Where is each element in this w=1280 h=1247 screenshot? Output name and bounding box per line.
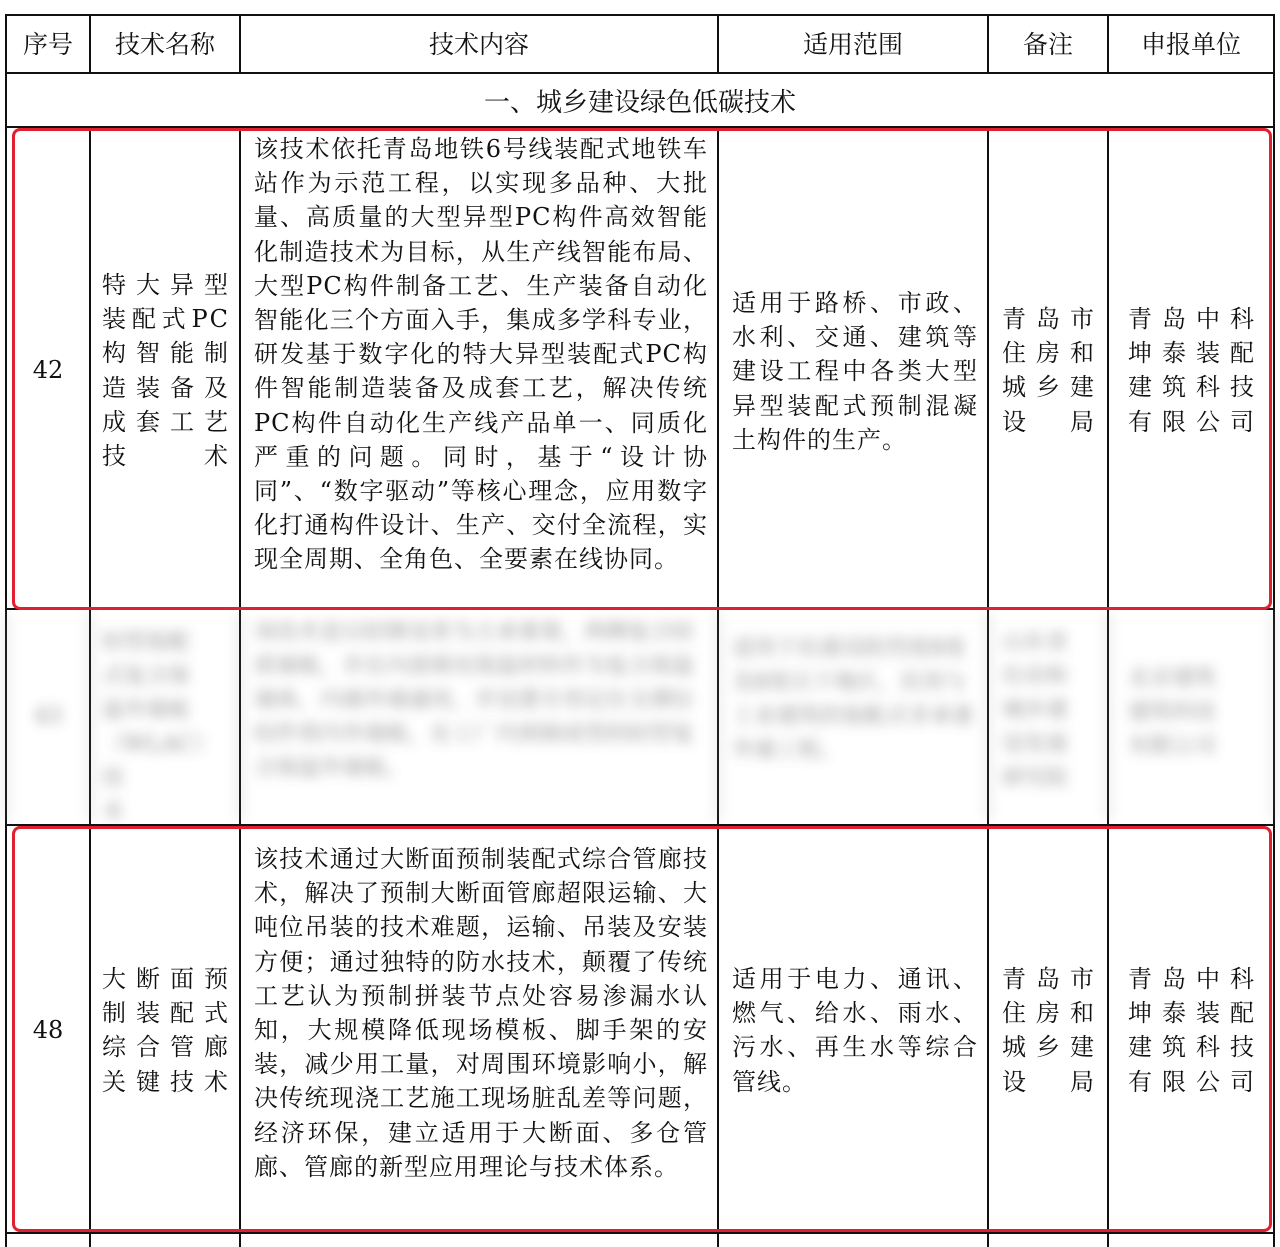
row-tech-name: 轻型装配 式复合保 温外墙板 （WLAC）技 术 <box>102 630 216 825</box>
row-tech-name: 大断面预 制装配式 综合管廊 关键技术 <box>102 965 230 1096</box>
row-tech-name: 特大异型 装配式PC 构智能制 造装备及 成套工艺 技术 <box>102 271 230 471</box>
row-remark: 青岛市 住房和 城乡建 设局 <box>1002 305 1096 436</box>
header-seq: 序号 <box>22 30 73 59</box>
row-tech-content: 该技术通过大断面预制装配式综合管廊技术，解决了预制大断面管廊超限运输、大吨位吊装的技术难题，运输、吊装及安装方便；通过独特的防水技术，颠覆了传统工艺认为预制拼装节点处容易渗漏水认知，大规模降低现场模板、脚手架的安装，减少用工量，对周围环境影响小，解决传统现浇工艺施工现场脏乱差等问题，经济环保，建立适用于大断面、多仓管廊、管廊的新型应用理论与技术体系。 <box>254 845 708 1181</box>
row-unit: 北京建筑 建筑科技 有限公司 <box>1128 666 1217 759</box>
header-tech-name: 技术名称 <box>114 30 215 59</box>
blurred-row <box>0 612 1280 825</box>
row-remark: 青岛市 住房和 城乡建 设局 <box>1002 965 1096 1096</box>
row-seq: 42 <box>32 356 64 384</box>
row-unit: 青岛中科 坤泰装配 建筑科技 有限公司 <box>1128 965 1256 1096</box>
header-unit: 申报单位 <box>1140 30 1241 59</box>
row-tech-content: 该技术依托青岛地铁6号线装配式地铁车站作为示范工程，以实现多品种、大批量、高质量的大型异型PC构件高效智能化制造技术为目标，从生产线智能布局、大型PC构件制备工艺、生产装备自动化智能化三个方面入手，集成多学科专业，研发基于数字化的特大异型装配式PC构件智能制造装备及成套工艺，解决传统PC构件自动化生产线产品单一、同质化严重的问题。同时，基于“设计协同”、“数字驱动”等核心理念，应用数字化打通构件设计、生产、交付全流程，实现全周期、全角色、全要素在线协同。 <box>254 135 708 574</box>
row-remark: 山东省 住房和 城乡建 设发展 研究院 <box>1002 630 1069 791</box>
row-scope: 适用于抗震设防烈度8度及8度以下地区，民用与工业建筑的装配式非承重外墙工程。 <box>732 636 975 763</box>
row-seq: 43 <box>34 704 62 729</box>
row-unit: 青岛中科 坤泰装配 建筑科技 有限公司 <box>1128 305 1256 436</box>
row-tech-content: 该技术是以轻钢龙骨为主承重架，两侧复合轻质墙板，并在内部填充保温材料作为复合保温墙体，内墙外墙通用，并设置专用定位支撑拉结件将内外墙板，在工厂内预制成型的轻型复合保温外墙板。 <box>254 620 695 781</box>
header-scope: 适用范围 <box>802 30 903 59</box>
row-scope: 适用于路桥、市政、水利、交通、建筑等建设工程中各类大型异型装配式预制混凝土构件的生产。 <box>732 289 978 454</box>
header-remark: 备注 <box>1022 30 1073 59</box>
row-seq: 48 <box>32 1016 64 1044</box>
highlight-box <box>12 128 1272 610</box>
row-scope: 适用于电力、通讯、燃气、给水、雨水、污水、再生水等综合管线。 <box>732 965 978 1096</box>
highlight-box <box>12 826 1272 1232</box>
header-tech-content: 技术内容 <box>428 30 529 59</box>
section-title: 一、城乡建设绿色低碳技术 <box>483 87 796 118</box>
